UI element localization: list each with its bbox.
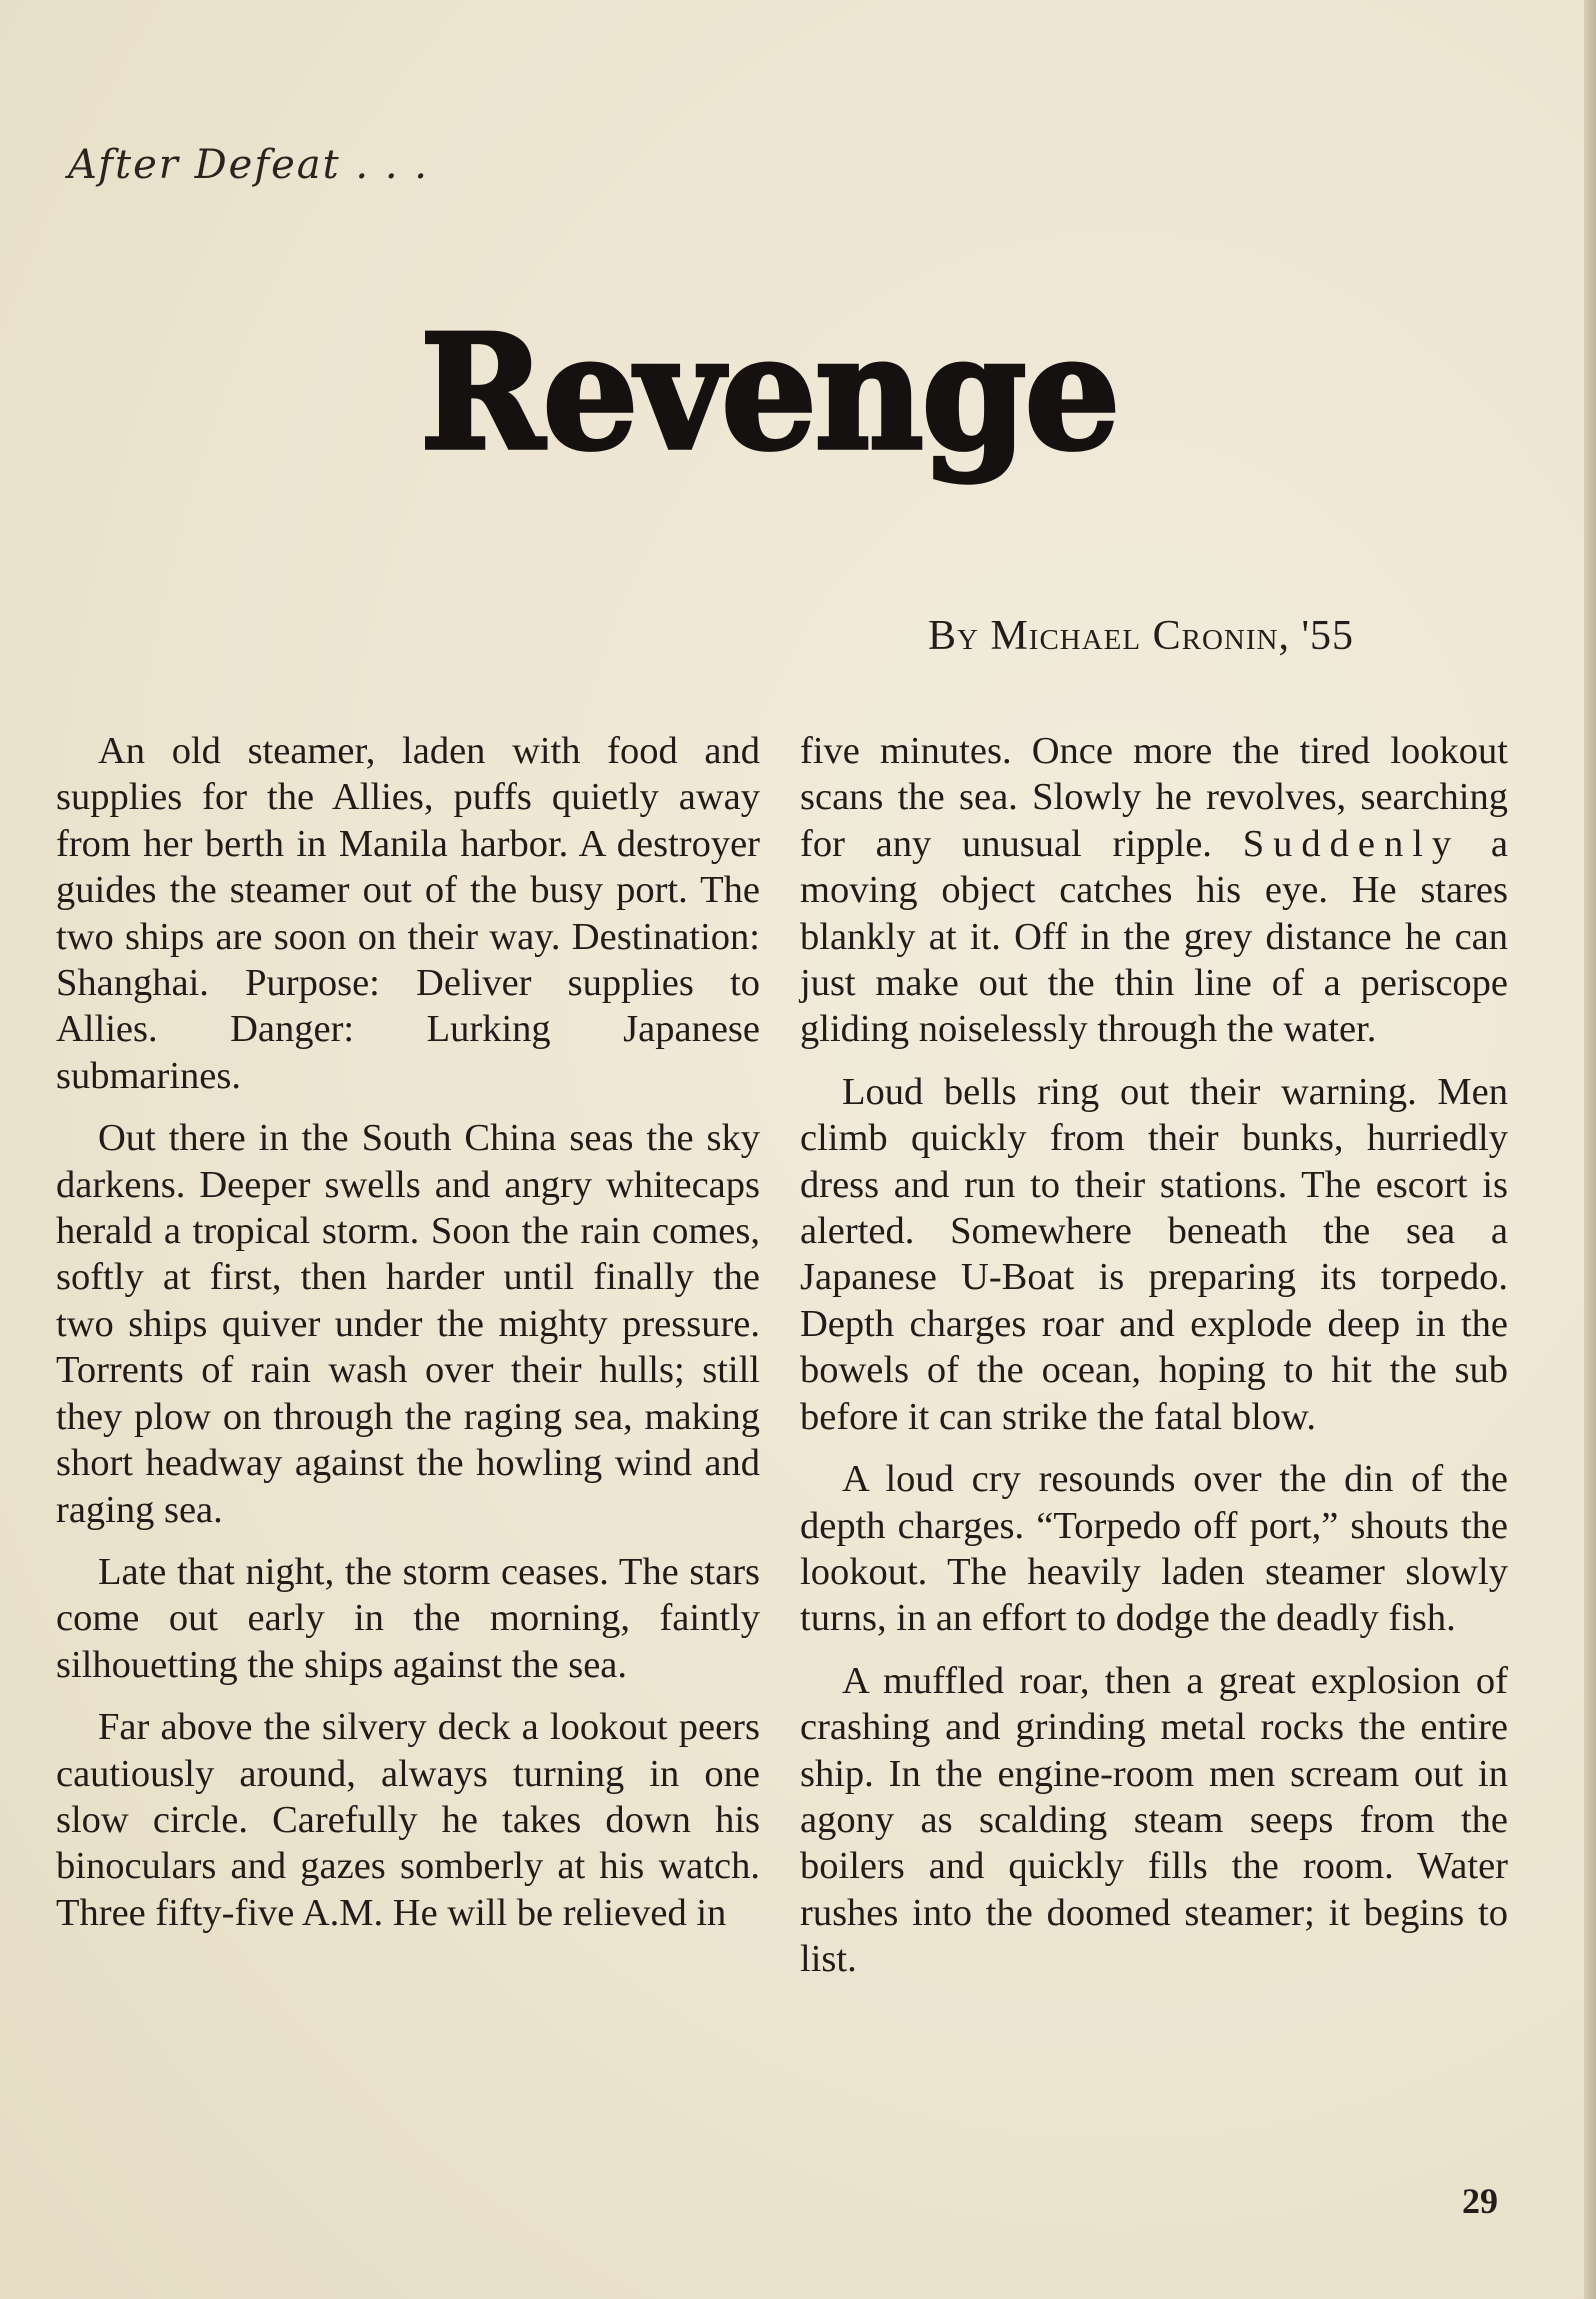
paragraph: A muffled roar, then a great explosion of crashing and grinding metal rocks the entire ship. In the engine-room men scream out in agony as scalding steam seeps from the boilers and quickly fills the room. Water rushes into the doomed steamer; it begins to list.: [800, 1659, 1508, 1981]
paragraph: Far above the silvery deck a lookout peers cautiously around, always turning in one slow circle. Carefully he takes down his binoculars and gazes somberly at his watch. Three fifty-five A.M. He will be relieved in: [56, 1706, 760, 1934]
continued-text-end: a moving object catches his eye. He stares blankly at it. Off in the grey distance he can just make out the thin line of a periscope gliding noiselessly through the water.: [800, 822, 1508, 1051]
section-kicker: After Defeat . . .: [68, 142, 429, 188]
paragraph: A loud cry resounds over the din of the depth charges. “Torpedo off port,” shouts the lookout. The heavily laden steamer slowly turns, in an effort to dodge the deadly fish.: [800, 1458, 1508, 1640]
page-edge: [1584, 0, 1596, 2299]
paragraph: An old steamer, laden with food and supplies for the Allies, puffs quietly away from her berth in Manila harbor. A destroyer guides the steamer out of the busy port. The two ships are soon on their way. Destination: Shanghai. Purpose: Deliver supplies to Allies. Danger: Lurking Japanese submarines.: [56, 730, 760, 1097]
paragraph: Out there in the South China seas the sky darkens. Deeper swells and angry whitecaps herald a tropical storm. Soon the rain comes, softly at first, then harder until finally the two ships quiver under the mighty pressure. Torrents of rain wash over their hulls; still they plow on through the raging sea, making short headway against the howling wind and raging sea.: [56, 1117, 760, 1531]
emphasized-word: Suddenly: [1242, 822, 1461, 865]
continued-text-start: five minutes. Once more the tired lookout scans the sea. Slowly he revolves, searching for any unusual ripple.: [800, 730, 1508, 865]
paragraph: Late that night, the storm ceases. The stars come out early in the morning, faintly silhouetting the ships against the sea.: [56, 1550, 760, 1686]
page-number: 29: [1462, 2181, 1498, 2221]
article-byline: By Michael Cronin, '55: [928, 613, 1355, 659]
right-column: [800, 728, 1508, 1999]
paragraph: Loud bells ring out their warning. Men climb quickly from their bunks, hurriedly dress and run to their stations. The escort is alerted. Somewhere beneath the sea a Japanese U-Boat is preparing its torpedo. Depth charges roar and explode deep in the bowels of the ocean, hoping to hit the sub before it can strike the fatal blow.: [800, 1070, 1508, 1438]
left-column: [56, 728, 760, 1952]
article-title: Revenge: [420, 300, 1119, 486]
continued-paragraph: [800, 728, 1508, 1053]
